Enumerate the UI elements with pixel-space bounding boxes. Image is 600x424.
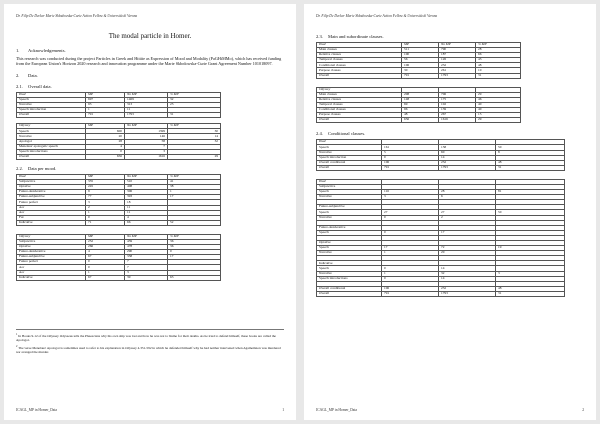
table-row (17, 154, 221, 159)
table-label-cell: Overall (317, 291, 382, 296)
table-value-cell: 40 (476, 102, 521, 107)
table-label-cell: Subjunctive (17, 180, 86, 185)
table-label-cell: Aor (17, 270, 86, 275)
table-value-cell: % MP (168, 92, 221, 97)
table-label-cell: Conditional clauses (317, 63, 402, 68)
table-value-cell: 81 (496, 190, 565, 195)
table-value-cell: 1 (168, 190, 221, 195)
table-value-cell: 20 (86, 134, 125, 139)
table-value-cell: 439 (125, 239, 168, 244)
table-value-cell: 232 (439, 63, 476, 68)
table-odyssey-mood (16, 234, 221, 281)
table-value-cell: 29 (476, 92, 521, 97)
footnotes (16, 329, 284, 355)
table-value-cell: MP (86, 174, 125, 179)
table-label-cell: Future-subjunctive (17, 195, 86, 200)
table-value-cell: MP (86, 124, 125, 129)
table-label-cell: Aor (17, 210, 86, 215)
table-value-cell: 106 (382, 286, 439, 291)
table-value-cell: 69 (402, 102, 439, 107)
table-label-cell: Odyssey (17, 234, 86, 239)
table-value-cell: % MP (168, 124, 221, 129)
table-value-cell: 0 (382, 155, 439, 160)
table-value-cell: 0 (86, 149, 125, 154)
table-label-cell: Overall conditional (317, 286, 382, 291)
table-value-cell: 0 (382, 266, 439, 271)
table-label-cell: Future-subjunctive (17, 255, 86, 260)
table-value-cell: 14 (168, 134, 221, 139)
table-value-cell: 48 (402, 113, 439, 118)
table-label-cell: Speech introductions (17, 149, 86, 154)
table-label-cell: Iliad (17, 174, 86, 179)
table-value-cell: 5 (382, 150, 439, 155)
table-value-cell: 63 (168, 275, 221, 280)
table-value-cell: 3 (86, 200, 125, 205)
table-value-cell: 478 (125, 245, 168, 250)
table-value-cell: 393 (125, 195, 168, 200)
table-value-cell: 17 (382, 246, 439, 251)
table-label-cell: Narrative (317, 150, 382, 155)
table-label-cell: Overall (17, 113, 86, 118)
table-row (17, 275, 221, 280)
table-value-cell: 0 (382, 215, 439, 220)
table-label-cell: Optative (17, 245, 86, 250)
table-label-cell: Speech (317, 210, 382, 215)
table-label-cell: Temporal clauses (317, 58, 402, 63)
table-label-cell: Future-desiderative (17, 250, 86, 255)
table-label-cell: Speech (317, 145, 382, 150)
table-value-cell: 32 (168, 97, 221, 102)
table-value-cell: 30 (168, 129, 221, 134)
table-value-cell: 28 (476, 48, 521, 53)
table-value-cell: 232 (439, 286, 496, 291)
table-value-cell: No MP (439, 43, 476, 48)
table-label-cell: Temporal clauses (317, 102, 402, 107)
table-value-cell: 7 (125, 260, 168, 265)
table-value-cell: 29 (168, 154, 221, 159)
section-overall-data: 2.1. Overall data. (16, 83, 52, 89)
table-label-cell: Speech introduction (317, 155, 382, 160)
table-value-cell: MP (86, 92, 125, 97)
table-value-cell: 791 (402, 73, 439, 78)
table-label-cell: Narrative (317, 215, 382, 220)
table-value-cell: 266 (86, 245, 125, 250)
table-label-cell: Overall (317, 73, 402, 78)
table-value-cell: 31 (496, 165, 565, 170)
table-value-cell: 146 (125, 134, 168, 139)
table-label-cell: Speech (317, 246, 382, 251)
table-value-cell: 11 (125, 205, 168, 210)
table-label-cell: Speech (317, 230, 382, 235)
table-value-cell: 71 (86, 220, 125, 225)
table-label-cell: Iliad (317, 140, 382, 145)
table-value-cell: 40 (476, 108, 521, 113)
table-value-cell: 23 (168, 103, 221, 108)
table-label-cell: Overall conditional (317, 160, 382, 165)
table-label-cell: Speech introductions (317, 276, 382, 281)
table-value-cell: 1793 (439, 73, 476, 78)
running-head: Dr. Filip De Decker Marie Skłodowska-Curie Action Fellow & Università di Verona (16, 14, 138, 18)
table-value-cell: % MP (476, 43, 521, 48)
table-value-cell: 261 (439, 68, 476, 73)
table-value-cell: 50 (496, 210, 565, 215)
table-iliad-conditional (316, 139, 565, 171)
table-label-cell: Conditional clauses (317, 108, 402, 113)
table-value-cell: 17 (168, 195, 221, 200)
table-value-cell: 126 (439, 58, 476, 63)
table-value-cell: 600 (86, 129, 125, 134)
table-value-cell: 67 (86, 255, 125, 260)
table-label-cell: Future perfect (17, 200, 86, 205)
table-value-cell: 0 (86, 215, 125, 220)
table-value-cell: 106 (402, 63, 439, 68)
table-value-cell: % MP (168, 234, 221, 239)
table-value-cell: 60 (439, 150, 496, 155)
table-value-cell: 306 (125, 190, 168, 195)
table-label-cell: Aor (17, 265, 86, 270)
table-value-cell: 338 (125, 255, 168, 260)
table-value-cell: 11 (125, 210, 168, 215)
table-value-cell: 15 (476, 113, 521, 118)
table-value-cell: 232 (439, 160, 496, 165)
table-label-cell: Main clauses (317, 48, 402, 53)
table-label-cell: Narrative (317, 271, 382, 276)
table-label-cell: Future-desiderative (17, 190, 86, 195)
table-value-cell: 58 (125, 139, 168, 144)
table-label-cell: Indicative (17, 275, 86, 280)
page-2 (304, 4, 596, 420)
table-value-cell: 50 (496, 145, 565, 150)
table-label-cell: Indicative (317, 261, 382, 266)
table-value-cell: 245 (86, 185, 125, 190)
section-main-subordinate: 2.3. Main and subordinate clauses. (316, 34, 384, 39)
table-value-cell: 313 (125, 103, 168, 108)
table-iliad-conditional-moods (316, 179, 565, 297)
table-value-cell: 1616 (125, 154, 168, 159)
table-value-cell: 267 (439, 113, 476, 118)
table-value-cell: 148 (402, 97, 439, 102)
table-value-cell: 187 (439, 53, 476, 58)
table-label-cell: Future-desiderative (317, 225, 382, 230)
table-odyssey-overall (16, 123, 221, 160)
table-label-cell: Aor (17, 205, 86, 210)
running-head: Dr. Filip De Decker Marie Skłodowska-Curie Action Fellow & Università di Verona (316, 14, 438, 18)
table-label-cell: Narrative (17, 103, 86, 108)
table-value-cell: 3 (125, 149, 168, 154)
table-value-cell: 48 (476, 63, 521, 68)
table-label-cell: Speech (317, 190, 382, 195)
table-value-cell: 77 (86, 195, 125, 200)
table-value-cell: 9 (86, 190, 125, 195)
table-label-cell: Menelaus' apologetic speech (17, 144, 86, 149)
table-label-cell: Subjunctive (317, 184, 382, 189)
table-value-cell: 41 (168, 180, 221, 185)
table-value-cell: 116 (382, 190, 439, 195)
section-data-per-mood: 2.2. Data per mood. (16, 165, 57, 171)
table-value-cell: 93 (86, 103, 125, 108)
table-row (317, 118, 521, 123)
page-footer (16, 408, 284, 412)
section-acknowledgements: 1. Acknowledgements. (16, 48, 66, 53)
table-value-cell: 31 (496, 291, 565, 296)
table-value-cell: 28 (86, 139, 125, 144)
table-value-cell: 1399 (125, 129, 168, 134)
table-value-cell: 511 (402, 48, 439, 53)
table-row (17, 113, 221, 118)
table-value-cell: 17 (439, 230, 496, 235)
table-value-cell: 43 (476, 58, 521, 63)
table-value-cell: No MP (125, 124, 168, 129)
table-value-cell: 0 (86, 260, 125, 265)
table-value-cell: 1793 (439, 165, 496, 170)
table-value-cell: 791 (382, 165, 439, 170)
section-conditional-clauses: 2.4. Conditional clauses. (316, 131, 366, 137)
table-value-cell: 0 (168, 250, 221, 255)
table-row (317, 165, 565, 170)
table-value-cell: 31 (476, 73, 521, 78)
table-value-cell: 790 (439, 48, 476, 53)
table-label-cell: Iliad (317, 43, 402, 48)
table-label-cell: Fut (17, 215, 86, 220)
table-value-cell: 18 (125, 200, 168, 205)
page-footer (316, 408, 584, 412)
table-row (17, 220, 221, 225)
table-label-cell: Subjunctive (17, 239, 86, 244)
table-label-cell: Speech (17, 97, 86, 102)
table-value-cell: 7 (125, 265, 168, 270)
table-value-cell: 11 (125, 108, 168, 113)
table-value-cell: 791 (86, 113, 125, 118)
table-label-cell: Overall (317, 118, 402, 123)
table-value-cell: 29 (476, 118, 521, 123)
table-value-cell: 158 (439, 145, 496, 150)
table-value-cell: 335 (86, 180, 125, 185)
table-value-cell: 14 (439, 276, 496, 281)
table-value-cell: 656 (86, 154, 125, 159)
table-label-cell: Speech (317, 266, 382, 271)
table-value-cell: 3 (125, 270, 168, 275)
table-value-cell: 14 (439, 155, 496, 160)
table-value-cell: 1616 (439, 118, 476, 123)
table-value-cell: 1 (86, 210, 125, 215)
footnote-1: $^1$ In Books 9-12 of the Odyssey Odysseus tells the Phaeacians why his own ship was lost and how he was not to blame for their deaths. As he tried to defend himself, these books are called the Apologoi. (16, 332, 276, 343)
table-value-cell: 7 (125, 144, 168, 149)
table-value-cell: 27 (439, 210, 496, 215)
table-label-cell: Optative (17, 185, 86, 190)
table-label-cell: Narrative (317, 195, 382, 200)
table-value-cell: 20 (439, 251, 496, 256)
table-value-cell: 791 (382, 291, 439, 296)
table-value-cell: 252 (86, 239, 125, 244)
table-value-cell: 17 (168, 255, 221, 260)
page-number: 1 (282, 408, 284, 412)
table-value-cell: 4 (86, 144, 125, 149)
table-label-cell: Optative (317, 241, 382, 246)
table-value-cell: MP (86, 234, 125, 239)
table-value-cell: 4 (86, 250, 125, 255)
table-value-cell: 1 (86, 270, 125, 275)
table-value-cell: 19 (496, 246, 565, 251)
table-value-cell: 8 (496, 150, 565, 155)
table-value-cell: 0 (382, 276, 439, 281)
table-value-cell: 27 (382, 210, 439, 215)
table-value-cell: 6 (439, 195, 496, 200)
table-value-cell: 10 (476, 68, 521, 73)
table-value-cell: 46 (476, 97, 521, 102)
table-label-cell: Apologoi (17, 139, 86, 144)
table-value-cell: 48 (496, 286, 565, 291)
table-value-cell: 0 (86, 265, 125, 270)
acknowledgement-text: This research was conducted during the project Particles in Greek and Hittite as Expression of Mood and Modality (PaGHiMMo), which has received funding from the European Union's Horizon 2020 research and innovation programme under the Marie Skłodowska-Curie Grant Agreement Number 101018097. (16, 56, 282, 67)
table-value-cell: 706 (439, 92, 476, 97)
page-number: 2 (582, 408, 584, 412)
table-value-cell: 139 (439, 108, 476, 113)
table-value-cell: No MP (125, 174, 168, 179)
table-iliad-clauses (316, 42, 521, 79)
table-label-cell: Relative clauses (317, 53, 402, 58)
table-value-cell: 66 (125, 220, 168, 225)
table-row (317, 291, 565, 296)
table-label-cell: Relative clauses (317, 97, 402, 102)
table-value-cell: 0 (382, 230, 439, 235)
table-value-cell: 1793 (125, 113, 168, 118)
table-value-cell: 56 (402, 58, 439, 63)
table-value-cell: 48 (496, 160, 565, 165)
table-label-cell: Speech introduction (17, 108, 86, 113)
table-label-cell: Overall (17, 154, 86, 159)
table-value-cell: 52 (168, 220, 221, 225)
table-value-cell: 96 (402, 108, 439, 113)
table-value-cell: 32 (168, 139, 221, 144)
table-value-cell: 102 (439, 102, 476, 107)
table-value-cell: 31 (168, 113, 221, 118)
table-value-cell: 2 (86, 205, 125, 210)
table-value-cell: 697 (86, 97, 125, 102)
table-iliad-overall (16, 92, 221, 118)
table-value-cell: 36 (168, 239, 221, 244)
table-label-cell: Future perfect (17, 260, 86, 265)
section-data: 2. Data. (16, 72, 38, 78)
table-value-cell: 66 (476, 53, 521, 58)
table-label-cell: Odyssey (17, 124, 86, 129)
table-value-cell: 100 (402, 53, 439, 58)
table-label-cell: Main clauses (317, 92, 402, 97)
table-label-cell: Indicative (17, 220, 86, 225)
table-value-cell: 3 (496, 271, 565, 276)
table-label-cell: Speech (17, 129, 86, 134)
table-value-cell: 14 (439, 266, 496, 271)
table-value-cell: 161 (382, 145, 439, 150)
table-label-cell: Overall (317, 165, 382, 170)
table-value-cell: 32 (439, 271, 496, 276)
table-odyssey-clauses (316, 87, 521, 124)
table-value-cell: 28 (439, 190, 496, 195)
table-label-cell: Narrative (317, 251, 382, 256)
table-value-cell: 1 (86, 108, 125, 113)
document-title: The modal particle in Homer. (108, 32, 192, 40)
table-value-cell: 4 (125, 215, 168, 220)
table-value-cell: 408 (125, 185, 168, 190)
footer-filename: ICAGL_MP in Homer_Data (16, 408, 57, 412)
table-value-cell: 510 (125, 180, 168, 185)
table-value-cell: 1 (382, 271, 439, 276)
table-value-cell: 3 (382, 195, 439, 200)
table-value-cell: 1 (382, 251, 439, 256)
table-label-cell: Iliad (317, 179, 382, 184)
table-value-cell: 30 (402, 68, 439, 73)
table-value-cell: 39 (125, 275, 168, 280)
table-value-cell: 2 (439, 215, 496, 220)
table-value-cell: 175 (439, 97, 476, 102)
table-iliad-mood (16, 174, 221, 226)
table-label-cell: Iliad (17, 92, 86, 97)
table-label-cell: Purpose clauses (317, 113, 402, 118)
footnote-2: $^2$ The verse Menelaus' Apologoi is sometimes used to refer to his explanation in Odyssey 4.351-592 in which he defended himself why he had neither intervened when Agamemnon was murdered nor avenged the murder. (16, 343, 281, 355)
footer-filename: ICAGL_MP in Homer_Data (316, 408, 357, 412)
table-label-cell: Purpose clauses (317, 68, 402, 73)
table-value-cell: 72 (439, 246, 496, 251)
table-label-cell: Future-subjunctive (317, 205, 382, 210)
page-1 (4, 4, 296, 420)
table-value-cell: 38 (168, 185, 221, 190)
table-value-cell: 208 (402, 92, 439, 97)
table-value-cell: 36 (168, 245, 221, 250)
table-value-cell: 290 (125, 250, 168, 255)
table-row (317, 73, 521, 78)
table-value-cell: 106 (382, 160, 439, 165)
table-value-cell: 67 (86, 275, 125, 280)
table-value-cell: % MP (168, 174, 221, 179)
table-label-cell: Odyssey (317, 87, 402, 92)
table-value-cell: No MP (125, 234, 168, 239)
table-value-cell: 1793 (439, 291, 496, 296)
table-label-cell: Narrative (17, 134, 86, 139)
table-value-cell: No MP (125, 92, 168, 97)
table-value-cell: 656 (402, 118, 439, 123)
table-value-cell: 1469 (125, 97, 168, 102)
table-value-cell: MP (402, 43, 439, 48)
